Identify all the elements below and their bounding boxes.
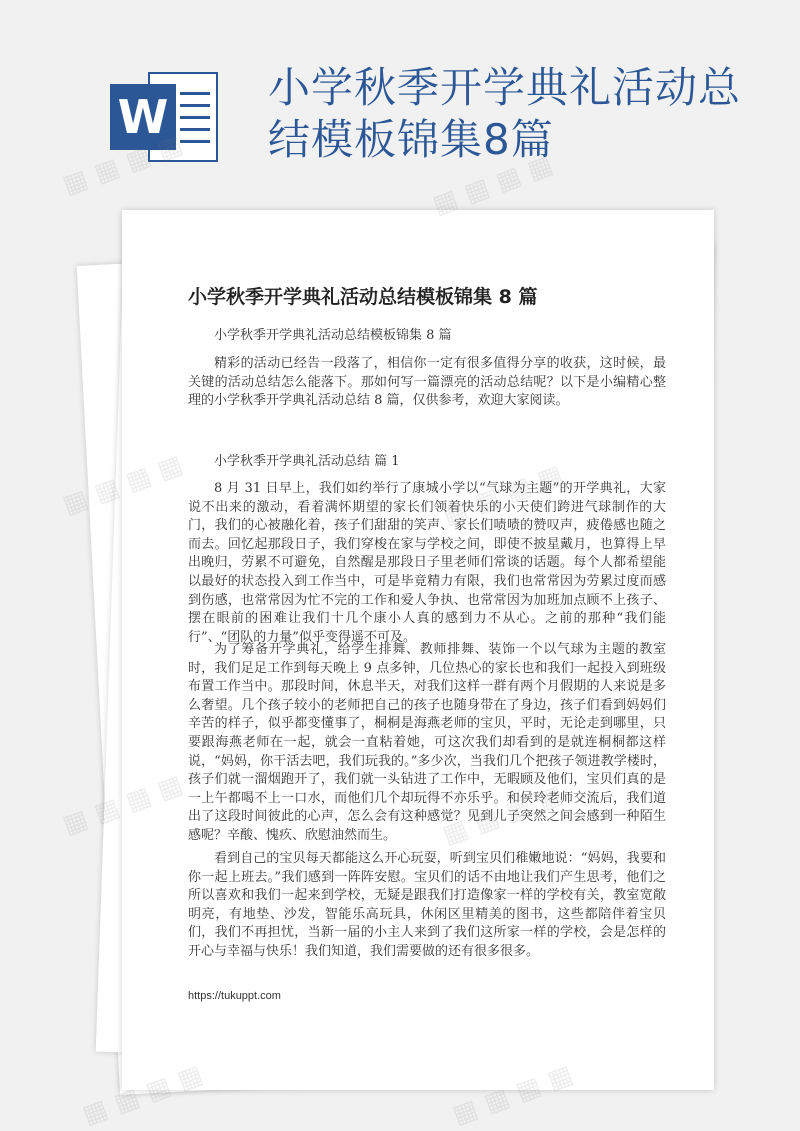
body-paragraph: 看到自己的宝贝每天都能这么开心玩耍，听到宝贝们稚嫩地说：“妈妈，我要和你一起上班去。”我们感到一阵阵安慰。宝贝们的话不由地让我们产生思考，他们之所以喜欢和我们一起来到学校，无疑是跟我们打造像家一样的学校有关，教室宽敞明亮，有地垫、沙发，智能乐高玩具，休闲区里精美的图书，这些都陪伴着宝贝们，我们不再担忧，当新一届的小主人来到了我们这所家一样的学校，会是怎样的开心与幸福与快乐！我们知道，我们需要做的还有很多很多。 (188, 851, 666, 959)
watermark-mark: ▦ (58, 803, 93, 841)
word-document-icon (110, 72, 220, 162)
document-subtitle: 小学秋季开学典礼活动总结模板锦集 8 篇 (214, 328, 452, 343)
word-badge: W (110, 84, 176, 150)
doc-line (180, 140, 210, 143)
body-paragraph: 为了筹备开学典礼，给学生排舞、教师排舞、装饰一个以气球为主题的教室时，我们足足工作到每天晚上 9 点多钟，几位热心的家长也和我们一起投入到班级布置工作当中。那段时间，休息半天，对我们这样一群有两个月假期的人来说是多么奢望。几个孩子较小的老师把自己的孩子也随身带在了身边，孩子们看到妈妈们辛苦的样子，似乎都变懂事了，桐桐是海燕老师的宝贝，平时，无论走到哪里，只要跟海燕老师在一起，就会一直粘着她，可这次我们却看到的是就连桐桐都这样说，“妈妈，你干活去吧，我们玩我的。”多少次，当我们几个把孩子领进教学楼时，孩子们就一溜烟跑开了，我们就一头钻进了工作中，无暇顾及他们，宝贝们真的是一上午都喝不上一口水，而他们几个却玩得不亦乐乎。和侯玲老师交流后，我们道出了这段时间彼此的心声，怎么会有这种感觉？见到儿子突然之间会感到一种陌生感呢？辛酸、愧疚、欣慰油然而生。 (188, 642, 666, 843)
watermark-mark: ▦ ▦ ▦ ▦ (448, 1059, 577, 1131)
section-heading: 小学秋季开学典礼活动总结 篇 1 (214, 454, 400, 469)
document-title: 小学秋季开学典礼活动总结模板锦集 8 篇 (188, 286, 538, 308)
watermark-mark: ▦ ▦ ▦ ▦ (428, 149, 557, 221)
footer-url: https://tukuppt.com (188, 990, 281, 1002)
body-paragraph: 8 月 31 日早上，我们如约举行了康城小学以“气球为主题”的开学典礼，大家说不出来的激动，看着满怀期望的家长们领着快乐的小天使们跨进气球制作的大门，我们的心被融化着，孩子们甜甜的笑声、家长们啧啧的赞叹声，疲倦感也随之而去。回忆起那段日子，我们穿梭在家与学校之间，即使不披星戴月，也算得上早出晚归，劳累不可避免，自然醒是那段日子里老师们常谈的话题。每个人都希望能以最好的状态投入到工作当中，可是毕竟精力有限，我们也常常因为劳累过度而感到伤感，也常常因为忙不完的工作和爱人争执、也常常因为加班加点顾不上孩子、摆在眼前的困难让我们十几个康小人真的感到力不从心。之前的那种“我们能行”、“团队的力量”似乎变得遥不可及。 (188, 481, 666, 645)
header-banner (0, 0, 800, 200)
watermark-mark: ▦ (58, 483, 93, 521)
doc-line (180, 104, 210, 107)
watermark-mark: ▦ ▦ ▦ ▦ (78, 1059, 207, 1131)
watermark-mark: ▦ ▦ ▦ ▦ (58, 129, 187, 201)
intro-paragraph: 精彩的活动已经告一段落了，相信你一定有很多值得分享的收获，这时候，最关键的活动总结怎么能落下。那如何写一篇漂亮的活动总结呢？以下是小编精心整理的小学秋季开学典礼活动总结 8 篇，仅供参考，欢迎大家阅读。 (188, 356, 666, 409)
doc-line (180, 116, 210, 119)
doc-line (180, 128, 210, 131)
page-title: 小学秋季开学典礼活动总结模板锦集8篇 (268, 63, 742, 164)
doc-line (180, 92, 210, 95)
